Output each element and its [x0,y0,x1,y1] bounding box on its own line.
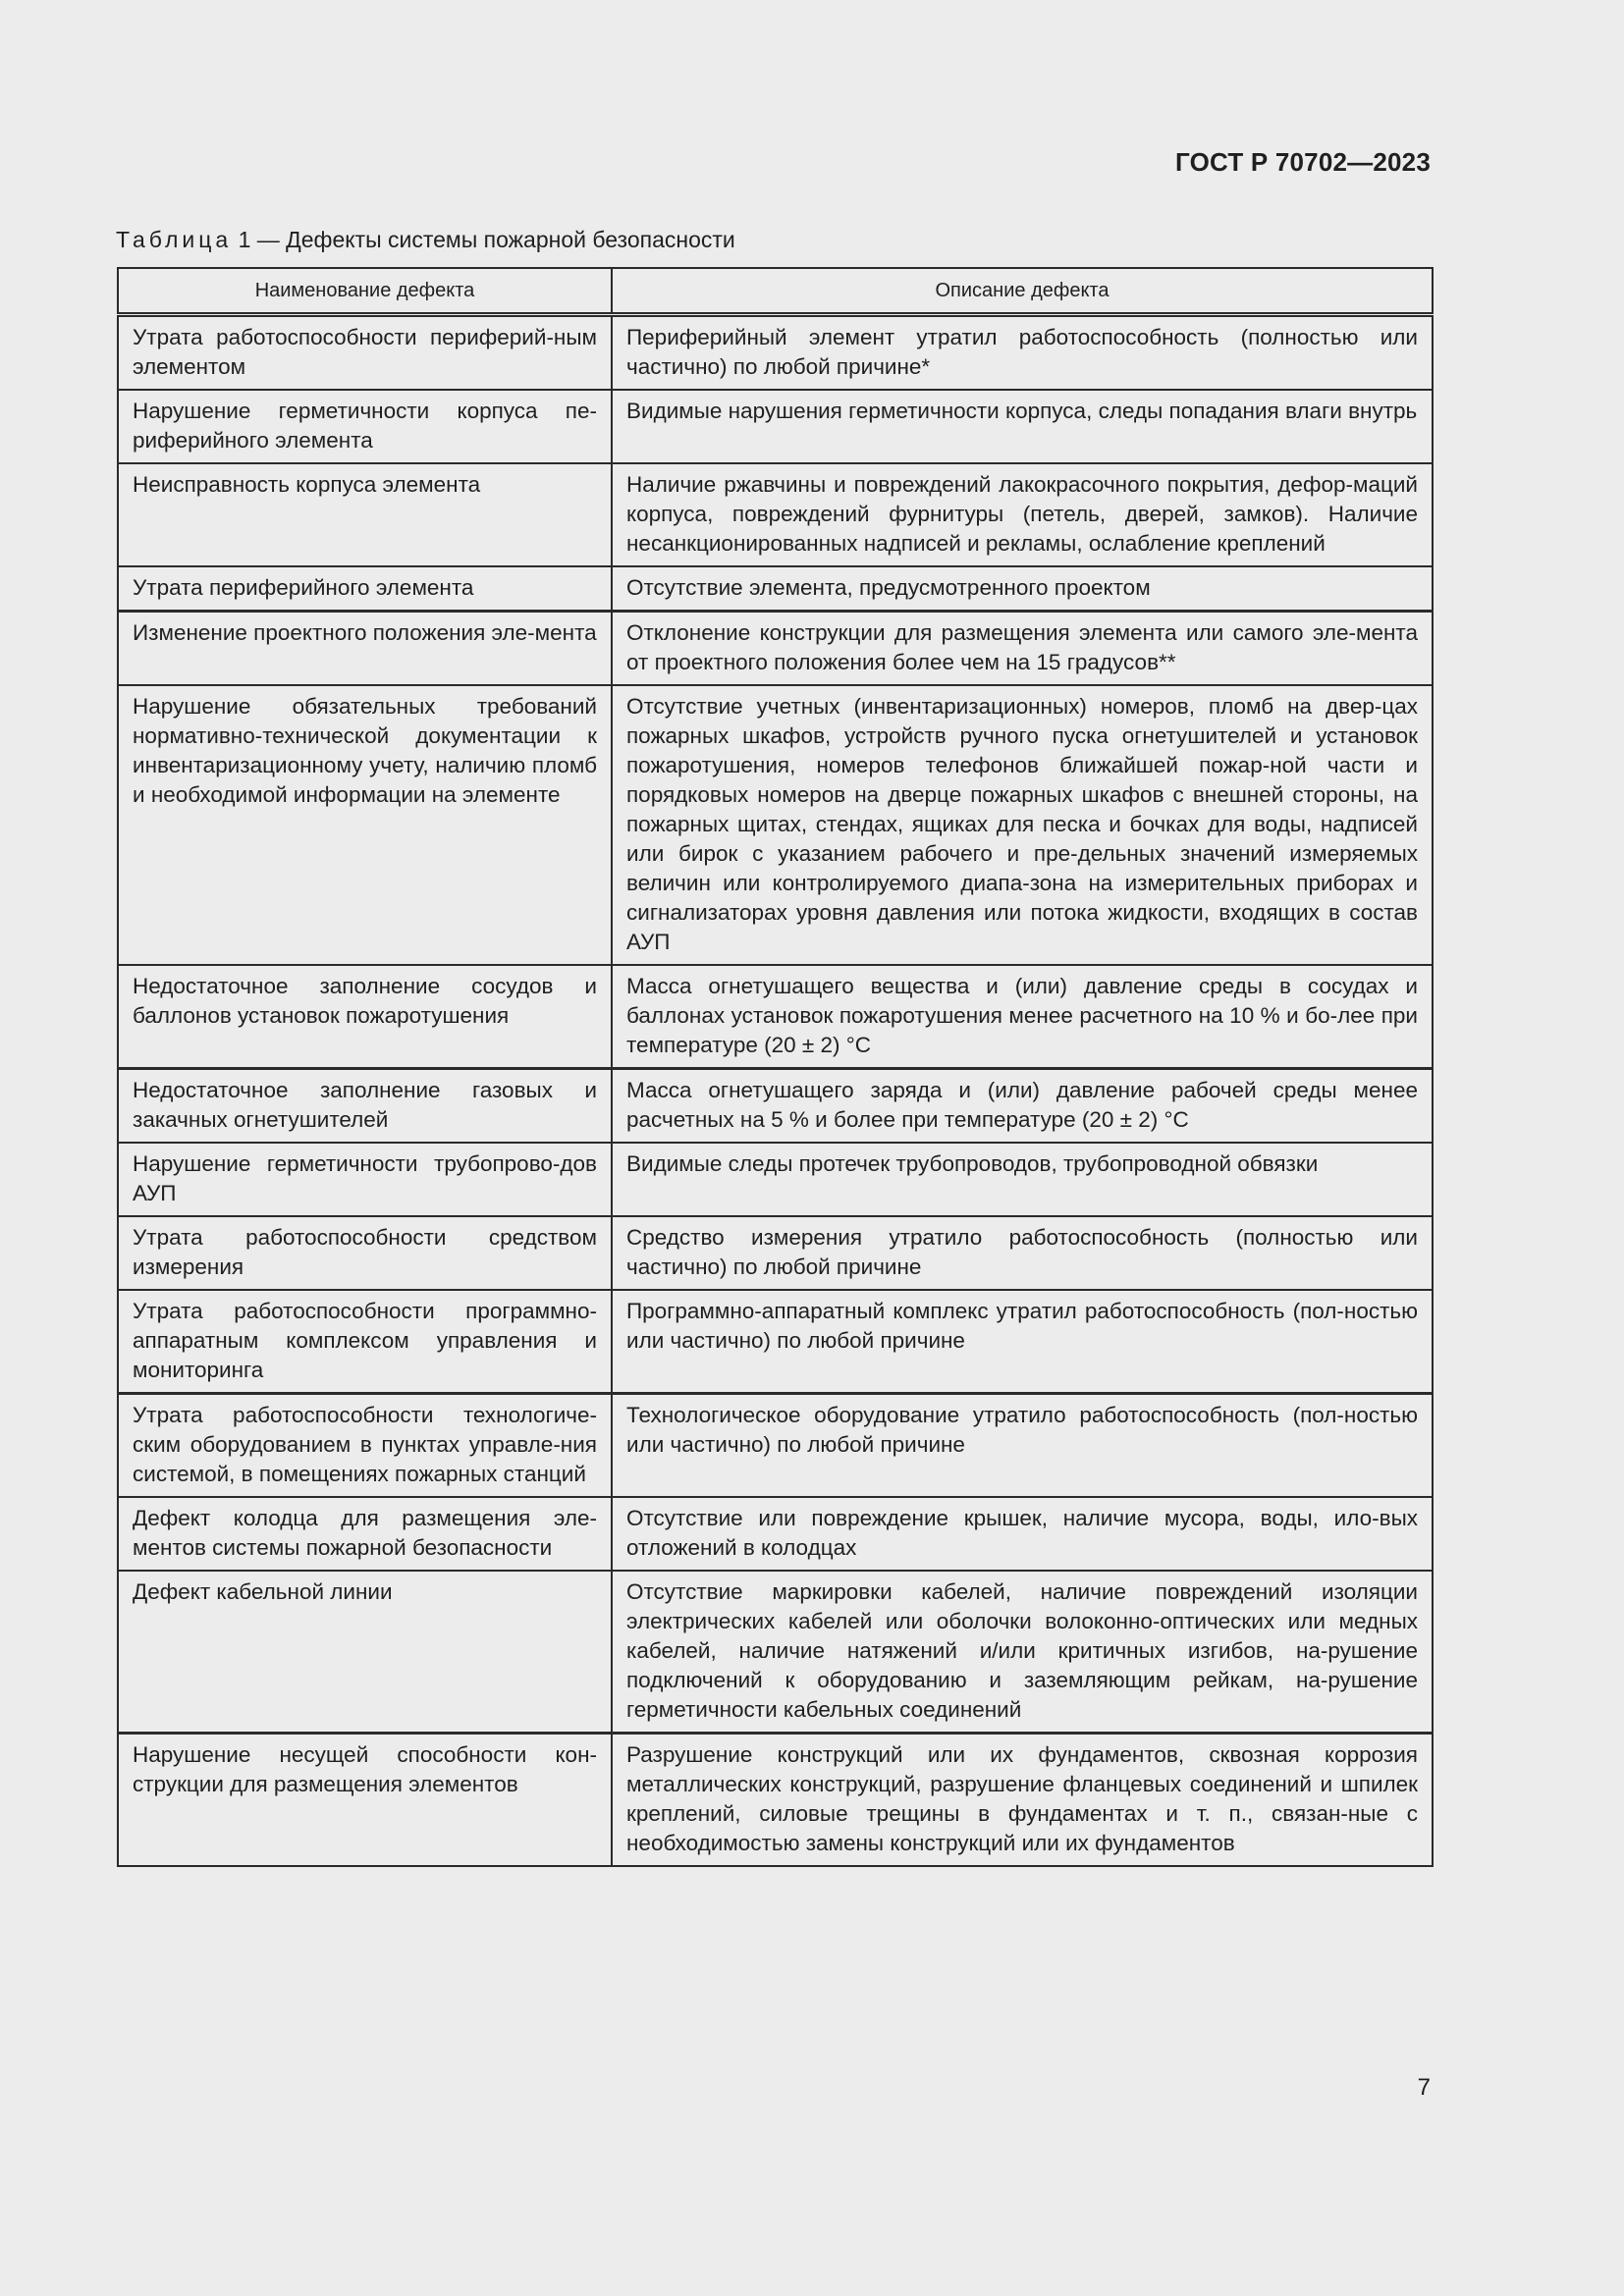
defect-description-cell: Технологическое оборудование утратило работоспособность (пол-ностью или частично) по любой причине [612,1394,1433,1498]
table-row [118,1571,1433,1734]
page-number: 7 [1417,2074,1431,2101]
defect-description-cell: Разрушение конструкций или их фундаментов, сквозная коррозия металлических конструкций, разрушение фланцевых соединений и шпилек креплений, силовые трещины в фундаментах и т. п., связан-ные с необходимостью замены конструкций или их фундаментов [612,1734,1433,1867]
table-caption-title: 1 — Дефекты системы пожарной безопасности [238,227,735,252]
column-header-defect-name: Наименование дефекта [118,268,612,315]
defect-description-cell: Отсутствие или повреждение крышек, наличие мусора, воды, ило-вых отложений в колодцах [612,1497,1433,1571]
defect-description-cell: Отсутствие маркировки кабелей, наличие повреждений изоляции электрических кабелей или оболочки волоконно-оптических или медных кабелей, наличие натяжений и/или критичных изгибов, на-рушение подключений к оборудованию и заземляющим рейкам, на-рушение герметичности кабельных соединений [612,1571,1433,1734]
table-row [118,965,1433,1069]
defect-description-cell: Наличие ржавчины и повреждений лакокрасочного покрытия, дефор-маций корпуса, повреждений фурнитуры (петель, дверей, замков). Наличие несанкционированных надписей и рекламы, ослабление креплений [612,463,1433,566]
defect-name-cell: Нарушение обязательных требований нормативно-технической документации к инвентаризационному учету, наличию пломб и необходимой информации на элементе [118,685,612,965]
defect-name-cell: Утрата работоспособности технологиче-ским оборудованием в пунктах управле-ния системой, в помещениях пожарных станций [118,1394,612,1498]
defect-name-cell: Дефект кабельной линии [118,1571,612,1734]
defect-name-cell: Недостаточное заполнение газовых и закачных огнетушителей [118,1069,612,1144]
table-row [118,1497,1433,1571]
table-row [118,315,1433,391]
table-caption-word: Таблица [116,227,233,252]
table-row [118,566,1433,612]
table-row [118,1069,1433,1144]
defect-name-cell: Утрата работоспособности средством измерения [118,1216,612,1290]
table-header-row [118,268,1433,315]
defect-description-cell: Масса огнетушащего вещества и (или) давление среды в сосудах и баллонах установок пожаротушения менее расчетного на 10 % и бо-лее при температуре (20 ± 2) °С [612,965,1433,1069]
table-row [118,1290,1433,1394]
defect-description-cell: Видимые следы протечек трубопроводов, трубопроводной обвязки [612,1143,1433,1216]
defect-description-cell: Отсутствие учетных (инвентаризационных) номеров, пломб на двер-цах пожарных шкафов, устройств ручного пуска огнетушителей и установок пожаротушения, номеров телефонов ближайшей пожар-ной части и порядковых номеров на дверце пожарных шкафов с внешней стороны, на пожарных щитах, стендах, ящиках для песка и бочках для воды, надписей или бирок с указанием рабочего и пре-дельных значений измеряемых величин или контролируемого диапа-зона на измерительных приборах и сигнализаторах уровня давления или потока жидкости, входящих в состав АУП [612,685,1433,965]
column-header-defect-description: Описание дефекта [612,268,1433,315]
defect-description-cell: Средство измерения утратило работоспособность (полностью или частично) по любой причине [612,1216,1433,1290]
table-row [118,685,1433,965]
standard-header: ГОСТ Р 70702—2023 [1175,147,1431,177]
defect-description-cell: Видимые нарушения герметичности корпуса, следы попадания влаги внутрь [612,390,1433,463]
defect-name-cell: Дефект колодца для размещения эле-ментов системы пожарной безопасности [118,1497,612,1571]
table-row [118,390,1433,463]
table-row [118,612,1433,686]
defect-description-cell: Отсутствие элемента, предусмотренного проектом [612,566,1433,612]
defect-description-cell: Программно-аппаратный комплекс утратил работоспособность (пол-ностью или частично) по любой причине [612,1290,1433,1394]
defects-table [117,267,1434,1867]
table-row [118,1143,1433,1216]
defect-name-cell: Изменение проектного положения эле-мента [118,612,612,686]
defect-description-cell: Периферийный элемент утратил работоспособность (полностью или частично) по любой причине* [612,315,1433,391]
defect-name-cell: Нарушение герметичности трубопрово-дов АУП [118,1143,612,1216]
defect-name-cell: Утрата периферийного элемента [118,566,612,612]
defect-name-cell: Неисправность корпуса элемента [118,463,612,566]
defect-description-cell: Отклонение конструкции для размещения элемента или самого эле-мента от проектного положения более чем на 15 градусов** [612,612,1433,686]
table-row [118,1216,1433,1290]
defect-name-cell: Нарушение несущей способности кон-струкции для размещения элементов [118,1734,612,1867]
table-body [118,315,1433,1867]
defect-name-cell: Нарушение герметичности корпуса пе-риферийного элемента [118,390,612,463]
table-caption [116,227,735,253]
defect-name-cell: Утрата работоспособности программно-аппаратным комплексом управления и мониторинга [118,1290,612,1394]
defect-description-cell: Масса огнетушащего заряда и (или) давление рабочей среды менее расчетных на 5 % и более при температуре (20 ± 2) °С [612,1069,1433,1144]
defect-name-cell: Утрата работоспособности периферий-ным элементом [118,315,612,391]
defect-name-cell: Недостаточное заполнение сосудов и баллонов установок пожаротушения [118,965,612,1069]
table-row [118,1394,1433,1498]
table-row [118,463,1433,566]
table-row [118,1734,1433,1867]
